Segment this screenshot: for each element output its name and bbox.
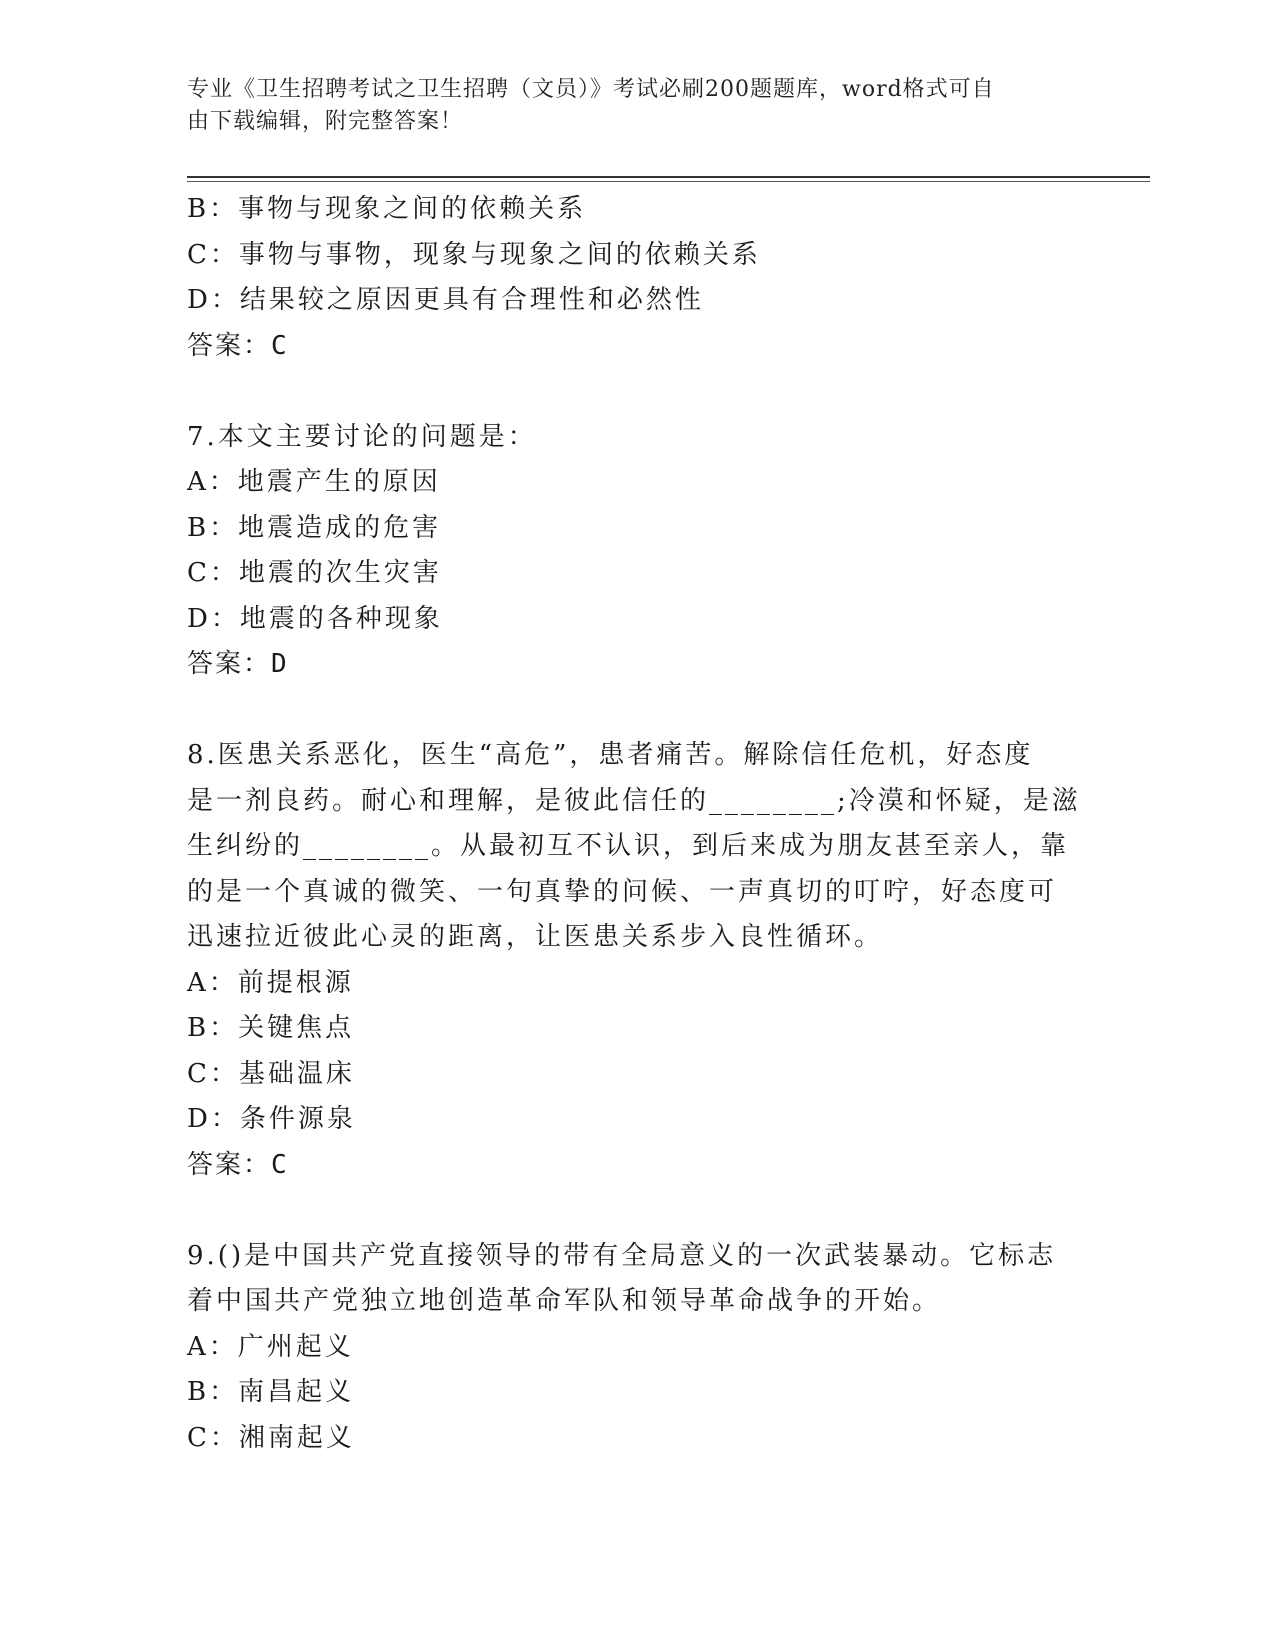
question-7 — [187, 415, 1067, 688]
question-stem — [187, 1234, 1067, 1325]
stem-line: 是一剂良药。耐心和理解，是彼此信任的________;冷漠和怀疑，是滋 — [187, 785, 1081, 816]
option-c: C：地震的次生灾害 — [187, 558, 442, 588]
question-stem — [187, 415, 1067, 461]
option-d: D：结果较之原因更具有合理性和必然性 — [187, 285, 704, 315]
stem-line: 9.()是中国共产党直接领导的带有全局意义的一次武装暴动。它标志 — [187, 1240, 1057, 1271]
option-a: A：广州起义 — [187, 1331, 354, 1362]
spacer — [187, 369, 1067, 415]
option-b: B：南昌起义 — [187, 1377, 355, 1407]
option-b: B：关键焦点 — [187, 1013, 355, 1043]
header-line-1: 专业《卫生招聘考试之卫生招聘（文员）》考试必刷200题题库，word格式可自 — [187, 77, 995, 102]
document-header — [187, 74, 1067, 138]
question-list — [187, 187, 1081, 1461]
question-8 — [187, 733, 1081, 1188]
option-a: A：地震产生的原因 — [187, 467, 441, 497]
answer-value: C — [271, 330, 289, 361]
answer-label: 答案： — [187, 1149, 272, 1180]
option-d: D：地震的各种现象 — [187, 603, 443, 634]
header-line-2: 由下载编辑，附完整答案！ — [187, 109, 464, 134]
question-prev — [187, 187, 1067, 369]
question-stem — [187, 733, 1081, 961]
stem-line: 生纠纷的________。从最初互不认识，到后来成为朋友甚至亲人，靠 — [187, 831, 1070, 861]
answer-line — [187, 1143, 1067, 1189]
stem-line: 迅速拉近彼此心灵的距离，让医患关系步入良性循环。 — [187, 922, 884, 952]
header-rule-thick — [187, 176, 1150, 178]
option-d: D：条件源泉 — [187, 1104, 356, 1134]
stem-line: 着中国共产党独立地创造革命军队和领导革命战争的开始。 — [187, 1286, 942, 1316]
option-b: B：地震造成的危害 — [187, 512, 442, 543]
option-b: B：事物与现象之间的依赖关系 — [187, 194, 587, 224]
stem-line: 7.本文主要讨论的问题是： — [187, 421, 537, 452]
answer-label: 答案： — [187, 330, 272, 361]
answer-line — [187, 642, 1067, 688]
stem-line: 8.医患关系恶化，医生“高危”，患者痛苦。解除信任危机，好态度 — [187, 740, 1034, 770]
answer-value: C — [271, 1149, 289, 1180]
spacer — [187, 1188, 1067, 1234]
answer-value: D — [271, 649, 289, 679]
option-c: C：事物与事物，现象与现象之间的依赖关系 — [187, 239, 761, 270]
spacer — [187, 688, 1067, 734]
option-c: C：基础温床 — [187, 1058, 355, 1089]
header-rule-thin — [187, 181, 1150, 182]
option-a: A：前提根源 — [187, 967, 354, 998]
answer-label: 答案： — [187, 649, 272, 679]
stem-line: 的是一个真诚的微笑、一句真挚的问候、一声真切的叮咛，好态度可 — [187, 876, 1058, 907]
answer-line — [187, 324, 1067, 370]
question-9 — [187, 1234, 1067, 1462]
option-c: C：湘南起义 — [187, 1422, 355, 1453]
